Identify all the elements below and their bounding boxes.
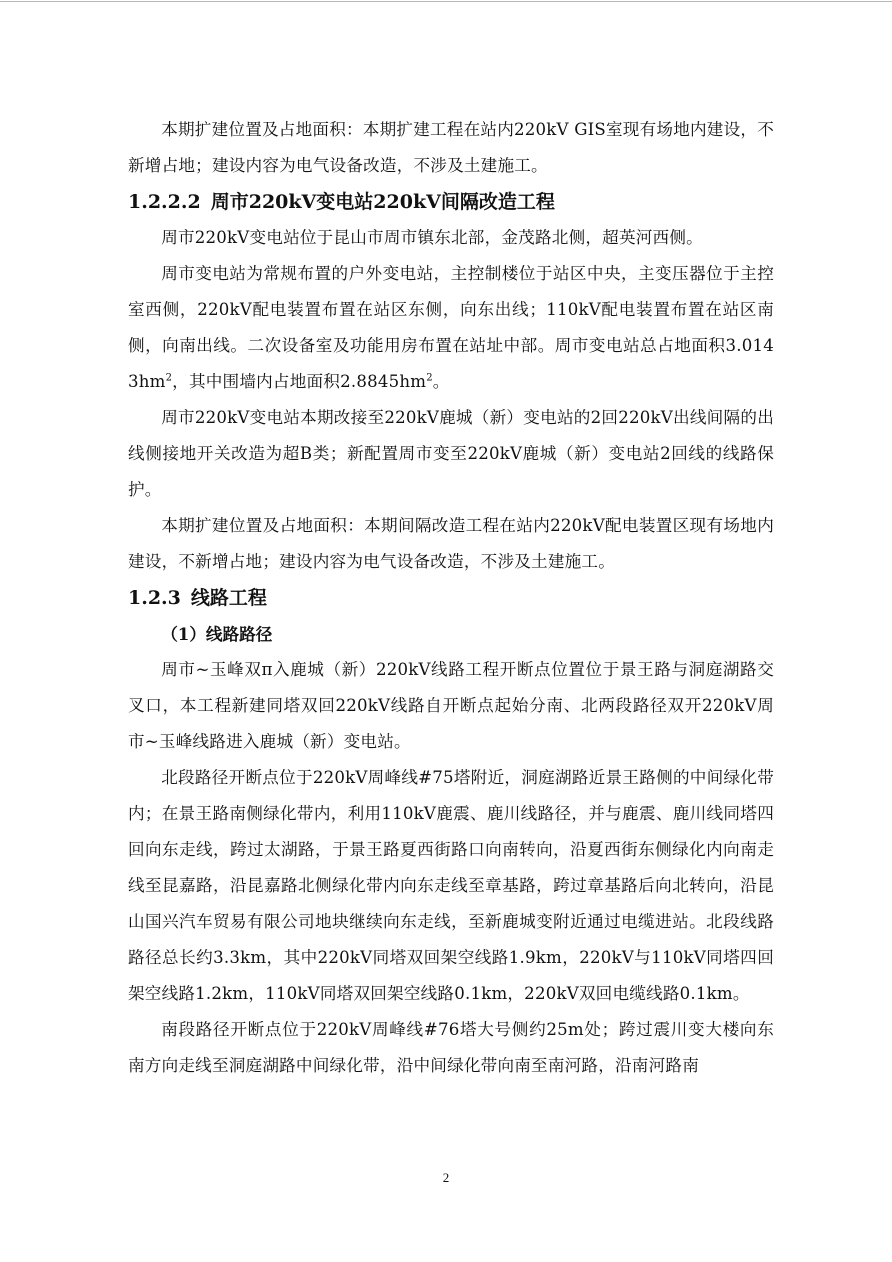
- top-border-line: [0, 1, 892, 2]
- section-heading-1-2-3: [128, 580, 774, 616]
- section-heading-1-2-2-2: [128, 184, 774, 220]
- section-number: 1.2.3: [128, 587, 181, 609]
- superscript-2: 2: [165, 372, 173, 384]
- document-body: [128, 112, 774, 1084]
- section-title: 周市220kV变电站220kV间隔改造工程: [210, 191, 555, 213]
- layout-text-part-3: 。: [432, 372, 450, 391]
- paragraph-substation-location: 周市220kV变电站位于昆山市周市镇东北部，金茂路北侧，超英河西侧。: [161, 228, 703, 247]
- section-title: 线路工程: [190, 587, 267, 609]
- paragraph-north-route: 北段路径开断点位于220kV周峰线#75塔附近，洞庭湖路近景王路侧的中间绿化带内；在景王路南侧绿化带内，利用110kV鹿震、鹿川线路径，并与鹿震、鹿川线同塔四回向东走线，跨过太湖路，于景王路夏西街路口向南转向，沿夏西街东侧绿化内向南走线至昆嘉路，沿昆嘉路北侧绿化带内向东走线至章基路，跨过章基路后向北转向，沿昆山国兴汽车贸易有限公司地块继续向东走线，至新鹿城变附近通过电缆进站。北段线路路径总长约3.3km，其中220kV同塔双回架空线路1.9km，220kV与110kV同塔四回架空线路1.2km，110kV同塔双回架空线路0.1km，220kV双回电缆线路0.1km。: [128, 768, 774, 1003]
- layout-text-part-2: ，其中围墙内占地面积2.8845hm: [172, 372, 427, 391]
- paragraph-bay-modification: 周市220kV变电站本期改接至220kV鹿城（新）变电站的2回220kV出线间隔的出线侧接地开关改造为超B类；新配置周市变至220kV鹿城（新）变电站2回线的线路保护。: [128, 408, 774, 499]
- superscript-2: 2: [426, 372, 433, 384]
- layout-text-part-1: 周市变电站为常规布置的户外变电站，主控制楼位于站区中央，主变压器位于主控室西侧，220kV配电装置布置在站区东侧，向东出线；110kV配电装置布置在站区南侧，向南出线。二次设备室及功能用房布置在站址中部。周市变电站总占地面积3.0143hm: [128, 264, 774, 391]
- section-number: 1.2.2.2: [128, 191, 201, 213]
- page-number: 2: [442, 1170, 450, 1185]
- paragraph-modification-location: 本期扩建位置及占地面积：本期间隔改造工程在站内220kV配电装置区现有场地内建设，不新增占地；建设内容为电气设备改造，不涉及土建施工。: [128, 516, 774, 571]
- paragraph-south-route: 南段路径开断点位于220kV周峰线#76塔大号侧约25m处；跨过震川变大楼向东南方向走线至洞庭湖路中间绿化带，沿中间绿化带向南至南河路，沿南河路南: [128, 1020, 774, 1075]
- paragraph-route-overview: 周市~玉峰双π入鹿城（新）220kV线路工程开断点位置位于景王路与洞庭湖路交叉口，本工程新建同塔双回220kV线路自开断点起始分南、北两段路径双开220kV周市~玉峰线路进入鹿城（新）变电站。: [128, 660, 774, 751]
- subsection-heading-route: （1）线路路径: [161, 624, 273, 644]
- paragraph-expansion-location: 本期扩建位置及占地面积：本期扩建工程在站内220kV GIS室现有场地内建设，不新增占地；建设内容为电气设备改造，不涉及土建施工。: [128, 120, 774, 175]
- paragraph-substation-layout: [128, 256, 774, 400]
